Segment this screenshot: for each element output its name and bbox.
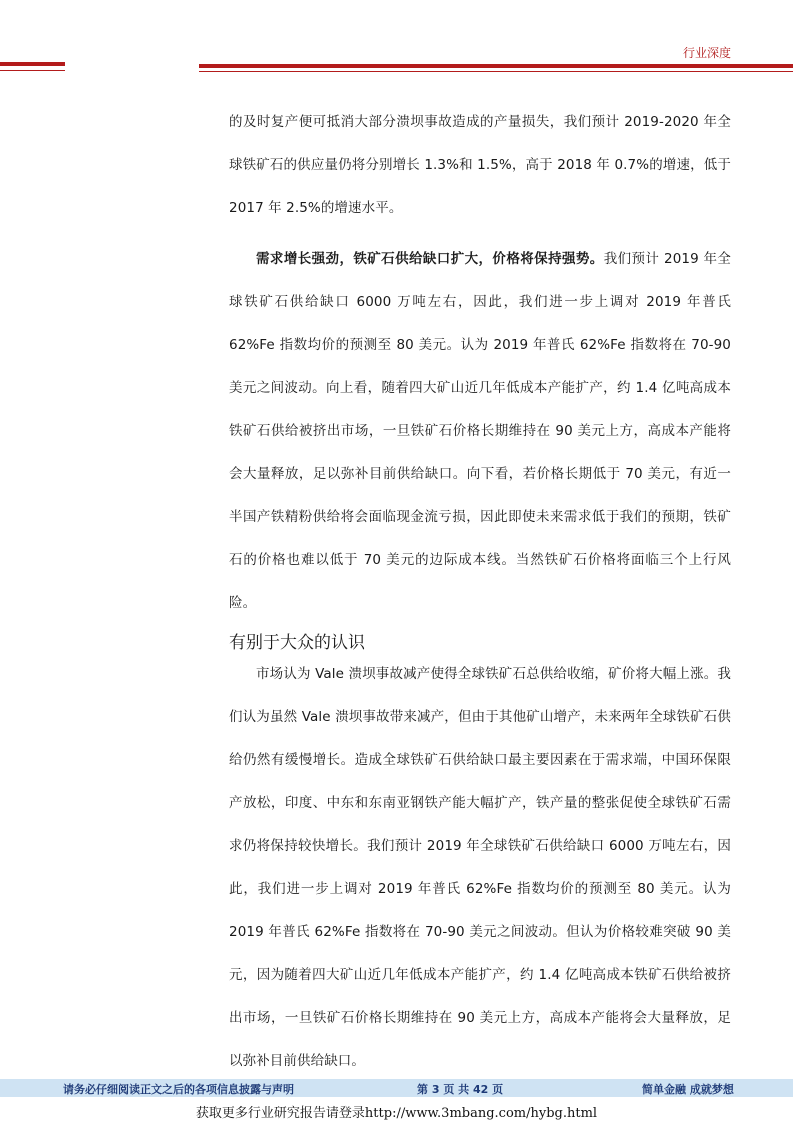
footer-page-number: 第 3 页 共 42 页 <box>417 1083 504 1096</box>
paragraph-demand-gap-body: 我们预计 2019 年全球铁矿石供给缺口 6000 万吨左右，因此，我们进一步上调对 2019 年普氏 62%Fe 指数均价的预测至 80 美元。认为 2019 年普氏 62%Fe 指数将在 70-90 美元之间波动。向上看，随着四大矿山近几年低成本产能扩产，约 1.4 亿吨高成本铁矿石供给被挤出市场，一旦铁矿石价格长期维持在 90 美元上方，高成本产能将会大量释放，足以弥补目前供给缺口。向下看，若价格长期低于 70 美元，有近一半国产铁精粉供给将会面临现金流亏损，因此即使未来需求低于我们的预期，铁矿石的价格也难以低于 70 美元的边际成本线。当然铁矿石价格将面临三个上行风险。 <box>229 251 731 611</box>
header-category-tag: 行业深度 <box>682 46 731 60</box>
body-content <box>229 101 731 1083</box>
header-rule-right-thin <box>199 71 793 72</box>
header-rule-left-thick <box>0 62 65 66</box>
paragraph-demand-gap-lead: 需求增长强劲，铁矿石供给缺口扩大，价格将保持强势。 <box>256 251 604 267</box>
paragraph-demand-gap <box>229 238 731 625</box>
footer-report-link[interactable]: 获取更多行业研究报告请登录http://www.3mbang.com/hybg.html <box>195 1106 598 1121</box>
header-rule-left-thin <box>0 70 65 71</box>
footer-slogan: 简单金融 成就梦想 <box>642 1083 734 1096</box>
paragraph-supply-growth: 的及时复产便可抵消大部分溃坝事故造成的产量损失，我们预计 2019-2020 年全球铁矿石的供应量仍将分别增长 1.3%和 1.5%，高于 2018 年 0.7%的增速，低于 2017 年 2.5%的增速水平。 <box>229 114 731 216</box>
footer-disclaimer: 请务必仔细阅读正文之后的各项信息披露与声明 <box>63 1083 294 1096</box>
section-title: 有别于大众的认识 <box>229 633 365 653</box>
header-rule-right-thick <box>199 64 793 68</box>
paragraph-market-view: 市场认为 Vale 溃坝事故减产使得全球铁矿石总供给收缩，矿价将大幅上涨。我们认为虽然 Vale 溃坝事故带来减产，但由于其他矿山增产，未来两年全球铁矿石供给仍然有缓慢增长。造成全球铁矿石供给缺口最主要因素在于需求端，中国环保限产放松，印度、中东和东南亚钢铁产能大幅扩产，铁产量的整张促使全球铁矿石需求仍将保持较快增长。我们预计 2019 年全球铁矿石供给缺口 6000 万吨左右，因此，我们进一步上调对 2019 年普氏 62%Fe 指数均价的预测至 80 美元。认为 2019 年普氏 62%Fe 指数将在 70-90 美元之间波动。但认为价格较难突破 90 美元，因为随着四大矿山近几年低成本产能扩产，约 1.4 亿吨高成本铁矿石供给被挤出市场，一旦铁矿石价格长期维持在 90 美元上方，高成本产能将会大量释放，足以弥补目前供给缺口。 <box>229 666 731 1069</box>
